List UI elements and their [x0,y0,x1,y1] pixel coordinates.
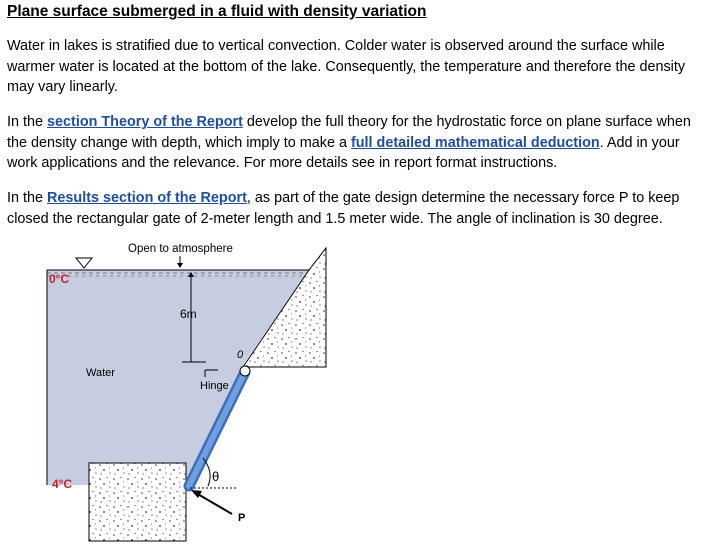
point-label: 0 [237,349,244,361]
force-arrow [196,493,232,514]
free-surface-marker [76,258,92,268]
text-segment: In the [7,190,48,206]
water-label: Water [86,367,115,379]
text-segment: develop the full theory for the hydrostatic force on plane surface when the density change with depth, which imply to make a [7,114,691,151]
temp-bottom-label: 4°C [52,477,73,491]
bottom-block [89,463,186,541]
hinge [240,366,250,376]
page-title: Plane surface submerged in a fluid with density variation [7,3,427,20]
open-atmosphere-label: Open to atmosphere [128,243,233,255]
link-mathematical-deduction[interactable]: full detailed mathematical deduction [350,134,600,151]
hinge-label: Hinge [200,380,229,392]
link-theory-section[interactable]: section Theory of the Report [47,114,243,130]
temp-top-label: 0°C [49,272,70,286]
force-label: P [238,512,246,524]
angle-label: θ [212,469,220,484]
paragraph-intro: Water in lakes is stratified due to vertical convection. Colder water is observed around the surface while warmer water is located at the bottom of the lake. Consequently, the temperature and therefore the density may vary linearly. [7,38,686,95]
text-segment: , as part of the gate design determine the necessary force P to keep closed the rectangular gate of 2-meter length and 1.5 meter wide. The angle of inclination is 30 degree. [7,190,680,227]
depth-label: 6m [180,307,197,321]
text-segment: . Add in your work applications and the relevance. For more details see in report format instructions. [7,134,680,171]
link-results-section[interactable]: Results section of the Report [47,190,247,206]
text-segment: In the [7,114,48,130]
